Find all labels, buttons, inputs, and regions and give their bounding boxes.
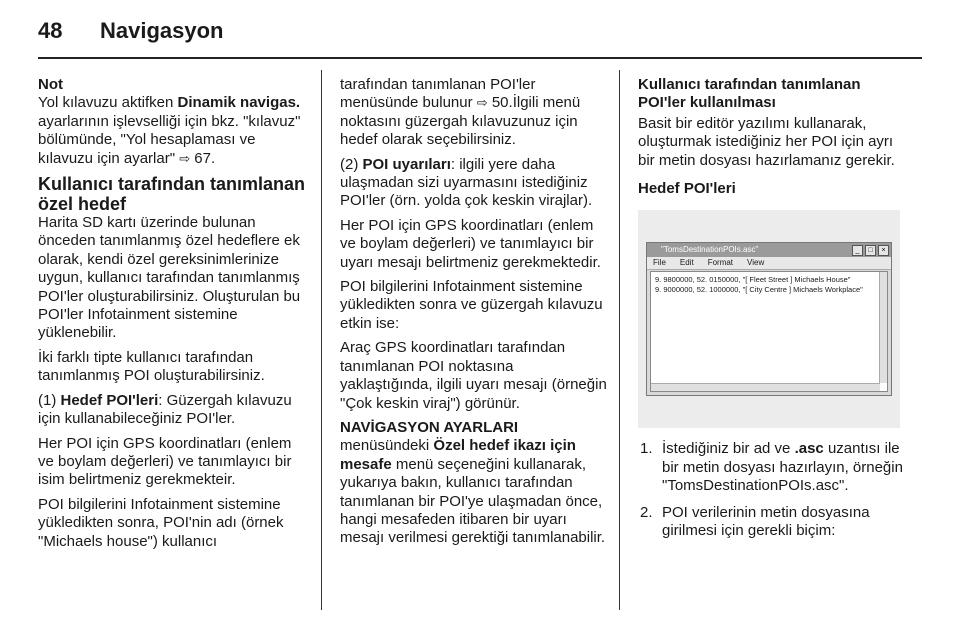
paragraph (340, 156, 608, 211)
text: (2) (340, 155, 363, 173)
header-rule (38, 57, 922, 59)
list-number: 1. (640, 440, 653, 458)
text: (1) (38, 391, 61, 409)
note-text: ayarlarının işlevselliği için bkz. "kılavuz" bölümünde, "Yol hesaplaması ve kılavuzu için ayarlar" (38, 112, 301, 167)
column-1 (38, 76, 306, 557)
page-reference[interactable]: 50. (491, 94, 513, 112)
paragraph: Araç GPS koordinatları tarafından tanımlanan POI noktasına yaklaştığında, ilgili uyarı mesajı (örneğin "Çok keskin viraj") görünür. (340, 339, 607, 412)
text: menü seçeneğini kullanarak, yukarıya bakın, kullanıcı tarafından tanımlanan bir POI'ye ulaşmadan önce, hangi mesafeden itibaren bir uyarı mesajı verilmesi gerektiği tanımlanabilir. (340, 455, 606, 547)
section-heading: Kullanıcı tarafından tanımlanan POI'ler kullanılması (638, 76, 861, 112)
editor-screenshot-figure (638, 210, 900, 428)
term: Hedef POI'leri (60, 391, 159, 409)
menu-name: NAVİGASYON AYARLARI (340, 418, 519, 436)
vertical-scrollbar[interactable] (879, 272, 887, 383)
paragraph: Her POI için GPS koordinatları (enlem ve boylam değerleri) ve tanımlayıcı bir uyarı mesajı belirtmeniz gerekmektedir. (340, 216, 601, 271)
minimize-icon[interactable]: _ (852, 245, 863, 256)
subheading: Hedef POI'leri (638, 180, 736, 198)
page-reference[interactable]: 67. (194, 149, 216, 167)
paragraph (38, 392, 306, 429)
text: İstediğiniz bir ad ve (662, 440, 795, 458)
list-item (638, 440, 908, 495)
column-2 (340, 76, 608, 554)
paragraph: Basit bir editör yazılımı kullanarak, oluşturmak istediğiniz her POI için ayrı bir metin dosyası hazırlamanız gerekir. (638, 114, 895, 169)
paragraph: Her POI için GPS koordinatları (enlem ve boylam değerleri) ve tanımlayıcı bir isim belirtmeniz gerekmekteir. (38, 434, 292, 489)
paragraph (340, 76, 608, 150)
file-extension: .asc (794, 440, 824, 458)
reference-arrow-icon: ⇨ (476, 95, 488, 111)
text: : Güzergah kılavuzu için kullanabileceğiniz POI'ler. (38, 391, 292, 428)
list-item (638, 504, 908, 541)
steps-list (638, 440, 908, 540)
editor-menu-bar (647, 257, 891, 270)
menu-format[interactable]: Format (707, 258, 734, 268)
paragraph (340, 419, 608, 548)
column-3 (638, 76, 908, 548)
paragraph: POI bilgilerini Infotainment sistemine yükledikten sonra ve güzergah kılavuzu etkin ise: (340, 278, 603, 332)
page-number: 48 (38, 18, 63, 43)
text: tarafından tanımlanan POI'ler menüsünde bulunur (340, 76, 536, 112)
text: İlgili menü noktasını güzergah kılavuzunuz için hedef olarak seçebilirsiniz. (340, 94, 581, 149)
reference-arrow-icon: ⇨ (179, 150, 191, 166)
editor-window (646, 242, 892, 396)
page-title: Navigasyon (100, 18, 224, 43)
menu-view[interactable]: View (747, 258, 765, 268)
text-line: 9. 9000000, 52. 1000000, "[ City Centre ] Michaels Workplace" (655, 285, 863, 295)
column-divider (619, 70, 620, 610)
paragraph: POI bilgilerini Infotainment sistemine yükledikten sonra, POI'nin adı (örnek "Michaels house") kullanıcı (38, 495, 284, 550)
section-heading: Kullanıcı tarafından tanımlanan özel hedef (38, 174, 306, 215)
note-title: Not (38, 76, 63, 93)
maximize-icon[interactable]: □ (865, 245, 876, 256)
note-bold: Dinamik navigas. (177, 94, 301, 112)
column-divider (321, 70, 322, 610)
text: : ilgili yere daha ulaşmadan sizi uyarmasını istediğiniz POI'ler (örn. yolda çok keskin virajlar). (340, 155, 593, 210)
paragraph: Harita SD kartı üzerinde bulunan önceden tanımlanmış özel hedeflere ek olarak, kendi özel gereksinimlerinize uygun, kullanıcı tarafından tanımlanmış POI'ler oluşturabilirsiniz. Oluşturulan bu POI'ler Infotainment sistemine yüklenebilir. (38, 214, 301, 342)
text: uzantısı ile bir metin dosyası hazırlayın, örneğin "TomsDestinationPOIs.asc". (662, 440, 903, 495)
text: POI verilerinin metin dosyasına girilmesi için gerekli biçim: (662, 503, 870, 540)
text-line: 9. 9800000, 52. 0150000, "[ Fleet Street ] Michaels House" (655, 275, 851, 285)
close-icon[interactable]: × (878, 245, 889, 256)
menu-edit[interactable]: Edit (679, 258, 694, 268)
editor-text-area[interactable] (650, 271, 888, 392)
text: menüsündeki (340, 437, 434, 455)
list-number: 2. (640, 503, 653, 521)
page-header (38, 14, 224, 48)
note (38, 76, 306, 168)
menu-option: Özel hedef ikazı için mesafe (340, 437, 576, 473)
paragraph: İki farklı tipte kullanıcı tarafından tanımlanmış POI oluşturabilirsiniz. (38, 348, 265, 385)
editor-title-bar (647, 243, 891, 257)
editor-title: "TomsDestinationPOIs.asc" (661, 245, 759, 255)
menu-file[interactable]: File (653, 258, 666, 268)
note-text: Yol kılavuzu aktifken (38, 94, 178, 112)
horizontal-scrollbar[interactable] (651, 383, 880, 391)
term: POI uyarıları (362, 155, 451, 173)
